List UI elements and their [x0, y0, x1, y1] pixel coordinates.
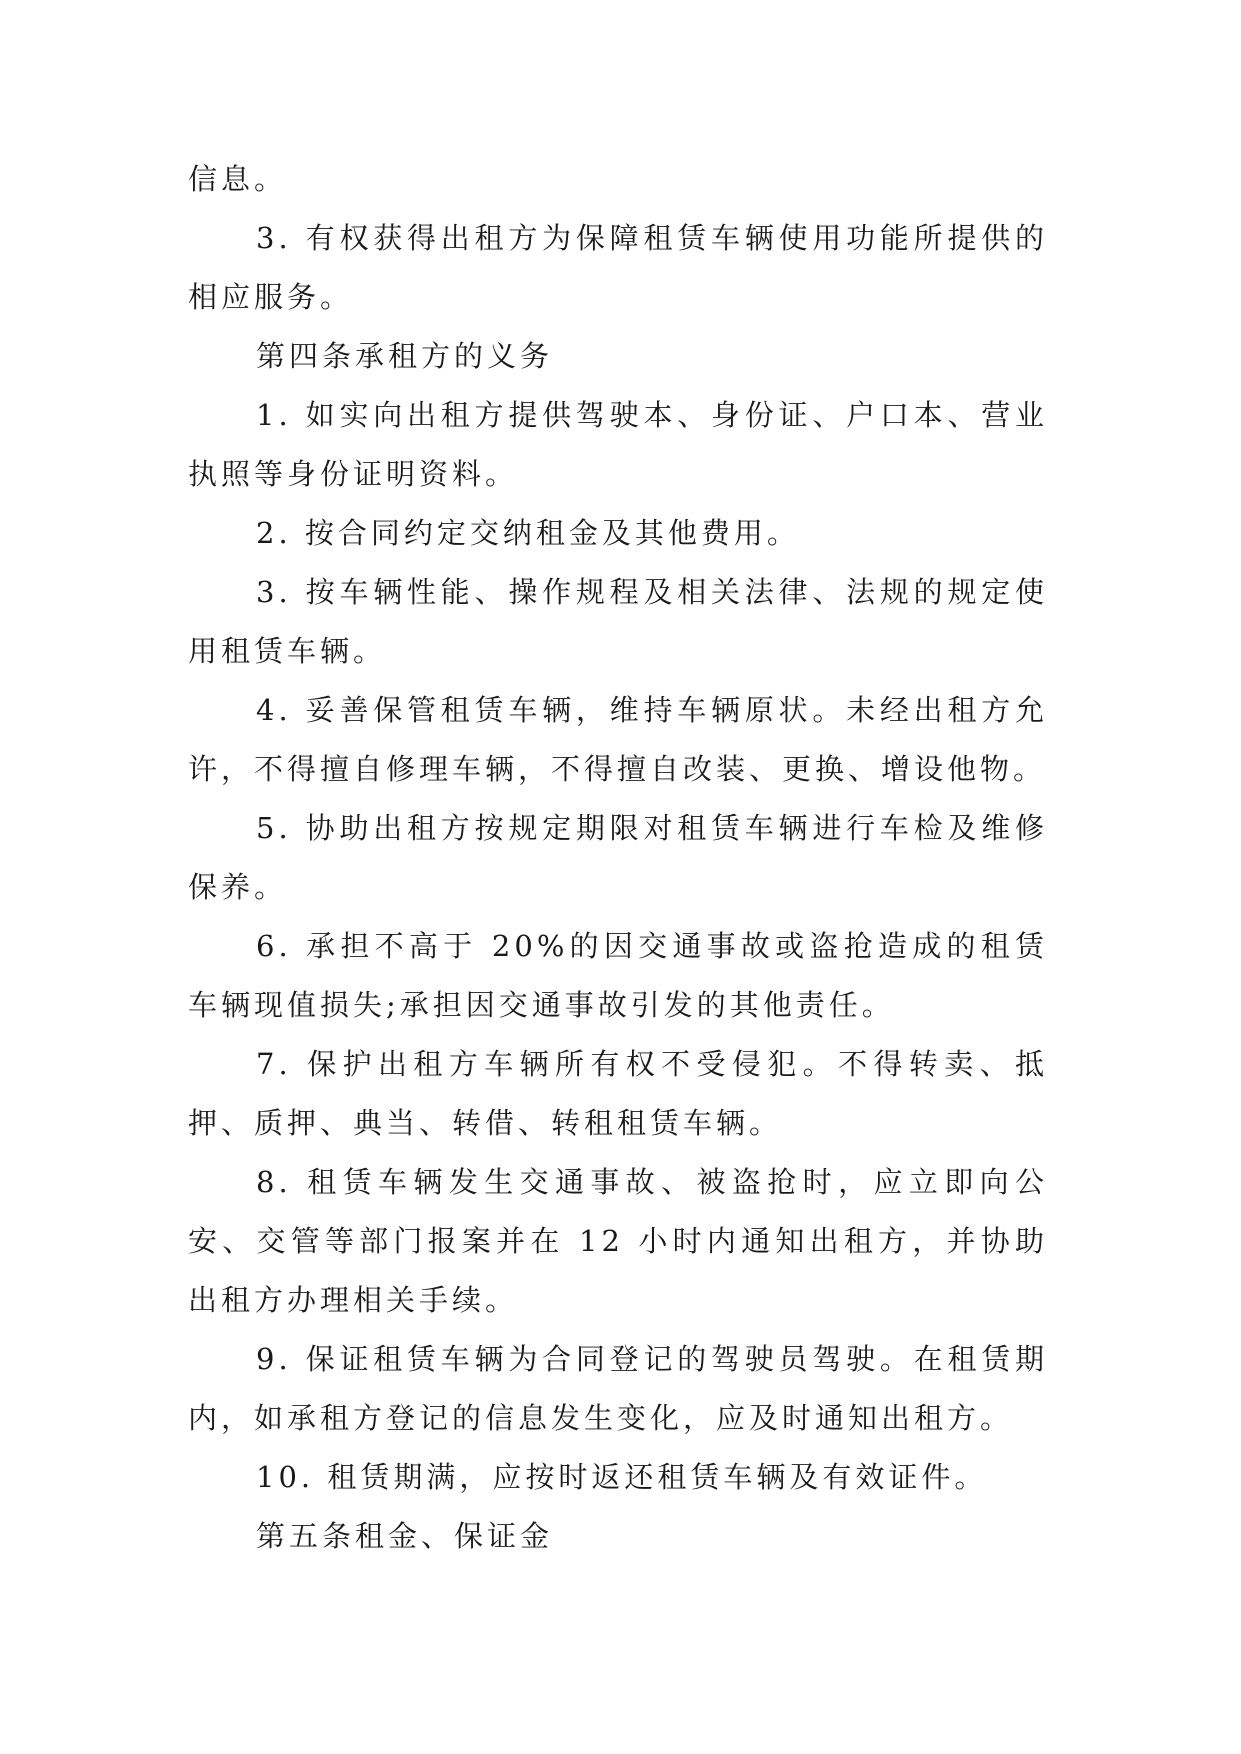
paragraph: 5. 协助出租方按规定期限对租赁车辆进行车检及维修保养。	[188, 811, 1048, 904]
paragraph: 9. 保证租赁车辆为合同登记的驾驶员驾驶。在租赁期内，如承租方登记的信息发生变化，应及时通知出租方。	[188, 1342, 1048, 1435]
paragraph: 3. 有权获得出租方为保障租赁车辆使用功能所提供的相应服务。	[188, 221, 1048, 314]
document-body	[188, 150, 1048, 1566]
paragraph: 1. 如实向出租方提供驾驶本、身份证、户口本、营业执照等身份证明资料。	[188, 398, 1048, 491]
paragraph: 3. 按车辆性能、操作规程及相关法律、法规的规定使用租赁车辆。	[188, 575, 1048, 668]
section-heading: 第四条承租方的义务	[256, 339, 554, 373]
paragraph: 6. 承担不高于 20%的因交通事故或盗抢造成的租赁车辆现值损失;承担因交通事故引发的其他责任。	[188, 929, 1048, 1022]
paragraph: 信息。	[188, 162, 288, 196]
paragraph: 8. 租赁车辆发生交通事故、被盗抢时，应立即向公安、交管等部门报案并在 12 小时内通知出租方，并协助出租方办理相关手续。	[188, 1165, 1048, 1317]
paragraph: 4. 妥善保管租赁车辆，维持车辆原状。未经出租方允许，不得擅自修理车辆，不得擅自改装、更换、增设他物。	[188, 693, 1048, 786]
paragraph: 2. 按合同约定交纳租金及其他费用。	[256, 516, 800, 550]
paragraph: 7. 保护出租方车辆所有权不受侵犯。不得转卖、抵押、质押、典当、转借、转租租赁车辆。	[188, 1047, 1048, 1140]
paragraph: 10. 租赁期满，应按时返还租赁车辆及有效证件。	[256, 1460, 988, 1494]
section-heading: 第五条租金、保证金	[256, 1519, 554, 1553]
